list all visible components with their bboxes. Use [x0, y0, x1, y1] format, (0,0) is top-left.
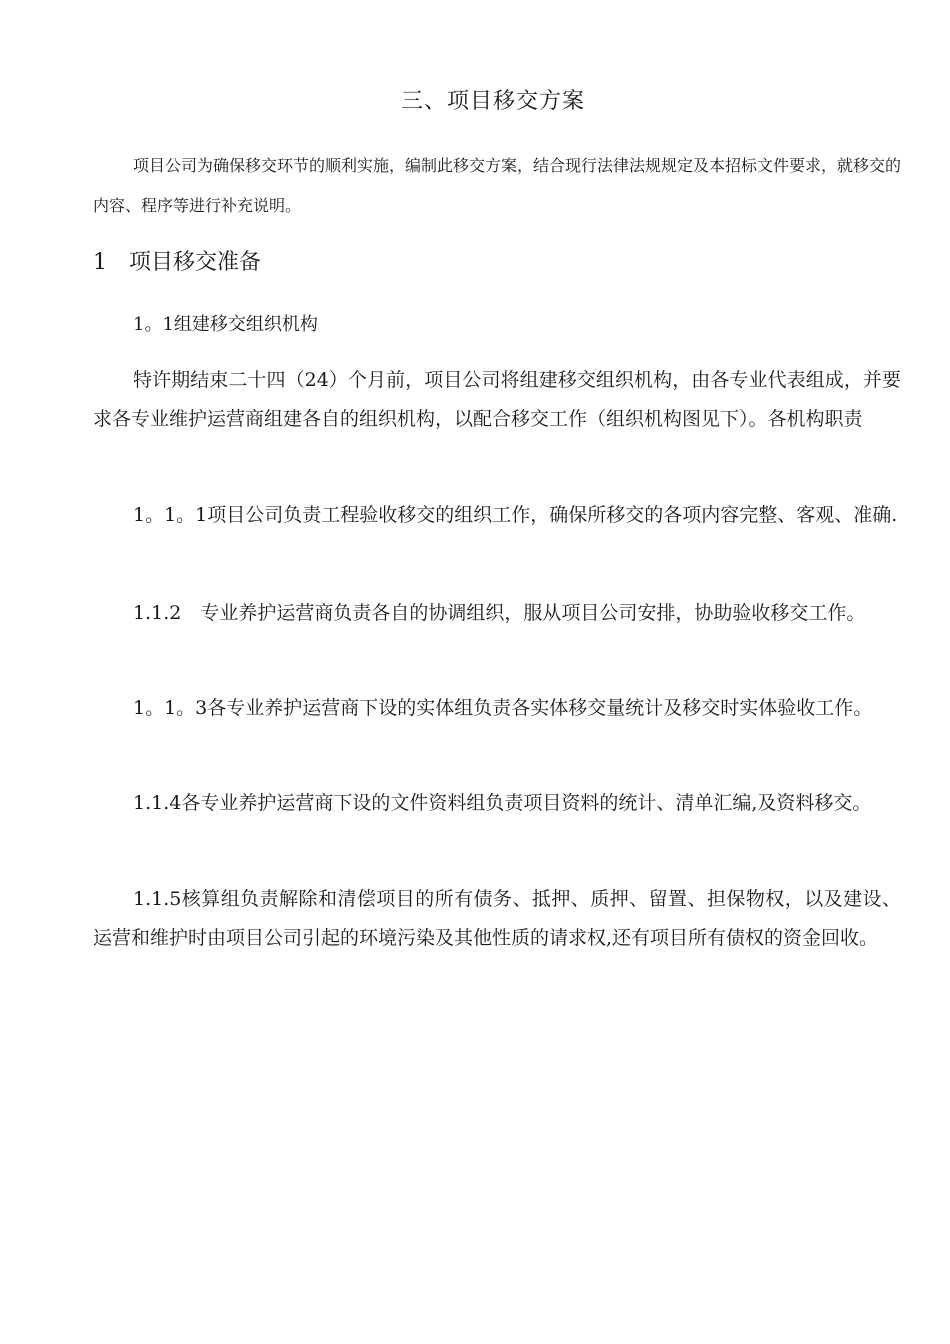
clause-1-1-3: 1。1。3各专业养护运营商下设的实体组负责各实体移交量统计及移交时实体验收工作。	[133, 697, 873, 719]
section-number: 1	[93, 250, 107, 275]
document-title: 三、项目移交方案	[400, 89, 585, 114]
body-paragraph: 特许期结束二十四（24）个月前，项目公司将组建移交组织机构，由各专业代表组成，并要求各专业维护运营商组建各自的组织机构，以配合移交工作（组织机构图见下）。各机构职责	[93, 369, 901, 430]
clause-1-1-2: 1.1.2 专业养护运营商负责各自的协调组织，服从项目公司安排，协助验收移交工作。	[133, 602, 866, 624]
clause-1-1-1: 1。1。1项目公司负责工程验收移交的组织工作，确保所移交的各项内容完整、客观、准确.	[133, 504, 898, 526]
section-heading-1	[93, 248, 901, 278]
clause-1-1-4: 1.1.4各专业养护运营商下设的文件资料组负责项目资料的统计、清单汇编,及资料移交。	[133, 792, 872, 814]
intro-paragraph: 项目公司为确保移交环节的顺利实施，编制此移交方案，结合现行法律法规规定及本招标文件要求，就移交的内容、程序等进行补充说明。	[93, 156, 902, 215]
clause-1-1-5: 1.1.5核算组负责解除和清偿项目的所有债务、抵押、质押、留置、担保物权，以及建设、运营和维护时由项目公司引起的环境污染及其他性质的请求权,还有项目所有债权的资金回收。	[93, 888, 901, 949]
subsection-heading-1-1: 1。1组建移交组织机构	[133, 314, 318, 335]
section-title: 项目移交准备	[129, 250, 262, 275]
